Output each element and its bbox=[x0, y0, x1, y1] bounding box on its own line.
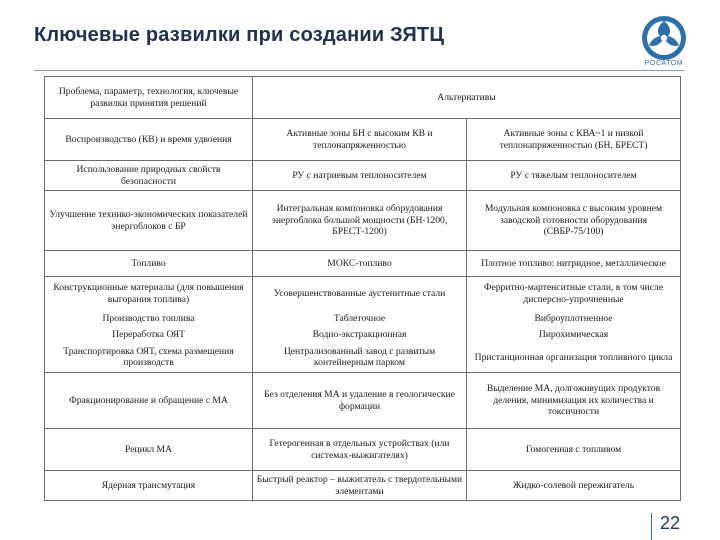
table-row bbox=[45, 277, 681, 311]
row-alt-2: РУ с тяжелым теплоносителем bbox=[467, 161, 681, 191]
table-row bbox=[45, 191, 681, 251]
row-alt-1: Централизованный завод с развитым контейнерным парком bbox=[253, 343, 467, 373]
slide-title: Ключевые развилки при создании ЗЯТЦ bbox=[34, 24, 445, 46]
table-row bbox=[45, 161, 681, 191]
row-alt-1: Водно-экстракционная bbox=[253, 327, 467, 343]
table-row bbox=[45, 373, 681, 429]
table-row bbox=[45, 471, 681, 501]
row-alt-2: Жидко-солевой пережигатель bbox=[467, 471, 681, 501]
row-alt-2: Выделение МА, долгоживущих продуктов деления, минимизация их количества и токсичности bbox=[467, 373, 681, 429]
table-row bbox=[45, 311, 681, 327]
row-problem: Улучшение технико-экономических показателей энергоблоков с БР bbox=[45, 191, 253, 251]
row-alt-2: Модульная компоновка с высоким уровнем заводской готовности оборудования (СВБР-75/100) bbox=[467, 191, 681, 251]
row-problem: Фракционирование и обращение с МА bbox=[45, 373, 253, 429]
table-row bbox=[45, 343, 681, 373]
table-row bbox=[45, 251, 681, 277]
row-alt-1: Активные зоны БН с высоким КВ и теплонапряженностью bbox=[253, 119, 467, 161]
table-header-row bbox=[45, 77, 681, 119]
row-alt-1: МОКС-топливо bbox=[253, 251, 467, 277]
row-problem: Топливо bbox=[45, 251, 253, 277]
row-problem: Переработка ОЯТ bbox=[45, 327, 253, 343]
row-problem: Производство топлива bbox=[45, 311, 253, 327]
row-alt-2: Плотное топливо: нитридное, металлическое bbox=[467, 251, 681, 277]
row-alt-2: Пирохимическая bbox=[467, 327, 681, 343]
alternatives-table bbox=[44, 76, 681, 501]
row-alt-1: Гетерогенная в отдельных устройствах (или системах-выжигателях) bbox=[253, 429, 467, 471]
header-problem: Проблема, параметр, технология, ключевые развилки принятия решений bbox=[45, 77, 253, 119]
row-problem: Воспроизводство (КВ) и время удвоения bbox=[45, 119, 253, 161]
row-alt-2: Виброуплотненное bbox=[467, 311, 681, 327]
row-problem: Конструкционные материалы (для повышения выгорания топлива) bbox=[45, 277, 253, 311]
page-number: 22 bbox=[660, 513, 681, 533]
row-problem: Использование природных свойств безопасности bbox=[45, 161, 253, 191]
table-row bbox=[45, 327, 681, 343]
row-alt-1: Таблеточное bbox=[253, 311, 467, 327]
row-alt-2: Гомогенная с топливом bbox=[467, 429, 681, 471]
row-problem: Транспортировка ОЯТ, схема размещения производств bbox=[45, 343, 253, 373]
row-alt-2: Активные зоны с КВА~1 и низкой теплонапряженностью (БН, БРЕСТ) bbox=[467, 119, 681, 161]
page-number-divider bbox=[651, 513, 652, 540]
row-problem: Рецикл МА bbox=[45, 429, 253, 471]
table-row bbox=[45, 119, 681, 161]
row-alt-1: РУ с натриевым теплоносителем bbox=[253, 161, 467, 191]
row-alt-2: Пристанционная организация топливного цикла bbox=[467, 343, 681, 373]
row-alt-1: Усовершенствованные аустенитные стали bbox=[253, 277, 467, 311]
header-alternatives: Альтернативы bbox=[253, 77, 681, 119]
row-alt-1: Интегральная компоновка оборудования энергоблока большой мощности (БН-1200, БРЕСТ-1200) bbox=[253, 191, 467, 251]
row-alt-1: Быстрый реактор – выжигатель с твердотельными элементами bbox=[253, 471, 467, 501]
logo-text: РОСАТОМ bbox=[644, 60, 684, 67]
row-alt-1: Без отделения МА и удаление в геологические формации bbox=[253, 373, 467, 429]
row-alt-2: Ферритно-мартенситные стали, в том числе дисперсно-упрочненные bbox=[467, 277, 681, 311]
title-divider bbox=[34, 70, 684, 71]
row-problem: Ядерная трансмутация bbox=[45, 471, 253, 501]
table-row bbox=[45, 429, 681, 471]
